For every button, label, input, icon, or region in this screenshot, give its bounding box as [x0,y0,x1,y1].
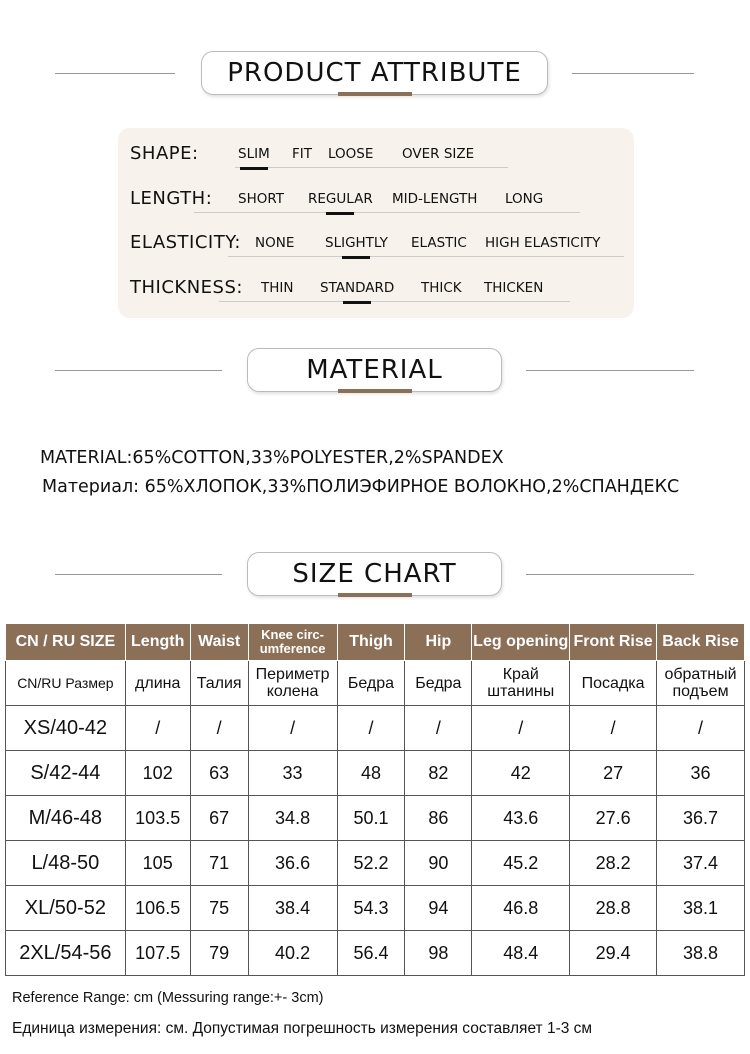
value-cell: 28.8 [570,886,657,931]
value-cell: / [190,706,248,751]
attribute-option: MID-LENGTH [392,191,478,207]
divider [526,370,694,371]
attribute-label: ELASTICITY: [130,232,241,253]
column-header-ru: обратный подъем [657,661,745,706]
column-header: CN / RU SIZE [6,624,126,661]
divider [55,370,222,371]
column-header-ru: Посадка [570,661,657,706]
section-title-text: PRODUCT ATTRIBUTE [227,58,522,88]
attribute-row [130,183,630,213]
column-header: Thigh [337,624,405,661]
attribute-row [130,227,630,257]
value-cell: 29.4 [570,931,657,976]
value-cell: 34.8 [248,796,337,841]
section-header-attribute [0,51,750,101]
value-cell: 107.5 [125,931,190,976]
attribute-row [130,138,630,168]
value-cell: 27.6 [570,796,657,841]
section-header-size-chart [0,552,750,602]
attribute-option: THICKEN [484,280,544,296]
size-cell: S/42-44 [6,751,126,796]
value-cell: 67 [190,796,248,841]
attribute-option: HIGH ELASTICITY [485,235,601,251]
column-header-ru: Бедра [337,661,405,706]
value-cell: 42 [472,751,570,796]
value-cell: 52.2 [337,841,405,886]
attribute-option: FIT [292,146,312,162]
value-cell: / [405,706,472,751]
attribute-underline [194,212,580,213]
value-cell: 103.5 [125,796,190,841]
value-cell: 82 [405,751,472,796]
value-cell: 36.7 [657,796,745,841]
attribute-label: THICKNESS: [130,277,243,298]
value-cell: 48.4 [472,931,570,976]
value-cell: 56.4 [337,931,405,976]
size-cell: XS/40-42 [6,706,126,751]
value-cell: 48 [337,751,405,796]
column-header-ru: длина [125,661,190,706]
column-header-ru: CN/RU Размер [6,661,126,706]
attribute-option-selected: SLIGHTLY [325,235,388,251]
column-header: Length [125,624,190,661]
value-cell: 86 [405,796,472,841]
divider [55,73,175,74]
size-cell: M/46-48 [6,796,126,841]
attribute-option-selected: SLIM [238,146,270,162]
attribute-option: THIN [261,280,294,296]
value-cell: 102 [125,751,190,796]
column-header: Waist [190,624,248,661]
table-row [6,931,745,976]
column-header: Back Rise [657,624,745,661]
attribute-panel [118,128,634,318]
table-header-ru-row [6,661,745,706]
attribute-option: SHORT [238,191,284,207]
value-cell: / [337,706,405,751]
size-chart-table [5,623,745,976]
note-en: Reference Range: cm (Messuring range:+- 3cm) [12,990,324,1006]
attribute-option: OVER SIZE [402,146,475,162]
value-cell: 105 [125,841,190,886]
attribute-option: THICK [421,280,462,296]
table-row [6,796,745,841]
attribute-row [130,272,630,302]
attribute-option: LOOSE [328,146,374,162]
size-cell: 2XL/54-56 [6,931,126,976]
value-cell: 28.2 [570,841,657,886]
attribute-option-selected: REGULAR [308,191,373,207]
value-cell: / [570,706,657,751]
column-header: Hip [405,624,472,661]
column-header: Leg opening [472,624,570,661]
value-cell: 38.1 [657,886,745,931]
accent-bar [338,389,412,393]
attribute-option: NONE [255,235,295,251]
section-title [201,51,548,95]
value-cell: / [472,706,570,751]
column-header-ru: Талия [190,661,248,706]
value-cell: 45.2 [472,841,570,886]
attribute-underline [235,167,508,168]
accent-bar [338,593,412,597]
column-header: Front Rise [570,624,657,661]
attribute-underline [228,256,624,257]
value-cell: 75 [190,886,248,931]
attribute-label: SHAPE: [130,143,199,164]
section-title-text: MATERIAL [306,355,443,385]
value-cell: 43.6 [472,796,570,841]
value-cell: 38.4 [248,886,337,931]
value-cell: 54.3 [337,886,405,931]
value-cell: 27 [570,751,657,796]
value-cell: 94 [405,886,472,931]
table-row [6,706,745,751]
value-cell: 79 [190,931,248,976]
value-cell: 37.4 [657,841,745,886]
value-cell: / [248,706,337,751]
attribute-option: ELASTIC [411,235,467,251]
value-cell: 36 [657,751,745,796]
attribute-label: LENGTH: [130,188,213,209]
note-ru: Единица измерения: см. Допустимая погрешность измерения составляет 1-3 см [12,1020,593,1037]
value-cell: 46.8 [472,886,570,931]
value-cell: 90 [405,841,472,886]
accent-bar [338,92,412,96]
value-cell: 33 [248,751,337,796]
divider [572,73,694,74]
section-title [247,552,502,596]
value-cell: 71 [190,841,248,886]
attribute-underline [219,301,570,302]
table-row [6,841,745,886]
section-title-text: SIZE CHART [292,559,457,589]
value-cell: 38.8 [657,931,745,976]
divider [55,574,222,575]
value-cell: 36.6 [248,841,337,886]
value-cell: 63 [190,751,248,796]
table-header-row [6,624,745,661]
value-cell: / [125,706,190,751]
value-cell: 98 [405,931,472,976]
value-cell: 106.5 [125,886,190,931]
column-header-ru: Край штанины [472,661,570,706]
column-header-ru: Периметр колена [248,661,337,706]
column-header: Knee circ-umference [248,624,337,661]
material-ru: Материал: 65%ХЛОПОК,33%ПОЛИЭФИРНОЕ ВОЛОКНО,2%СПАНДЕКС [42,477,680,497]
attribute-option: LONG [505,191,544,207]
table-row [6,751,745,796]
size-cell: XL/50-52 [6,886,126,931]
divider [526,574,694,575]
section-title [247,348,502,392]
column-header-ru: Бедра [405,661,472,706]
size-cell: L/48-50 [6,841,126,886]
material-en: MATERIAL:65%COTTON,33%POLYESTER,2%SPANDEX [40,448,504,468]
table-row [6,886,745,931]
value-cell: / [657,706,745,751]
value-cell: 50.1 [337,796,405,841]
section-header-material [0,348,750,398]
attribute-option-selected: STANDARD [320,280,395,296]
value-cell: 40.2 [248,931,337,976]
